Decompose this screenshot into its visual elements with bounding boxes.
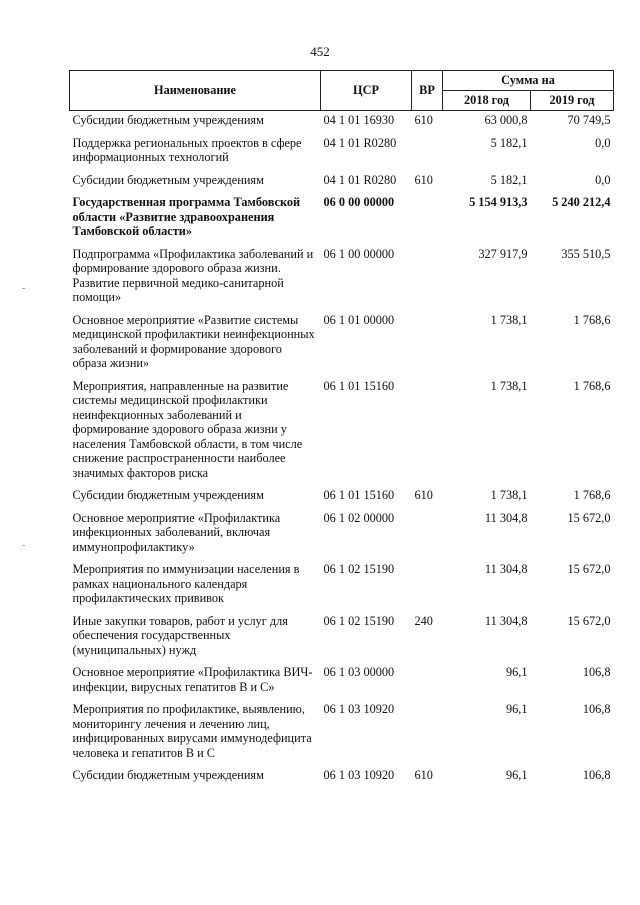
row-amount-2018: 11 304,8 [484, 613, 528, 628]
row-vr [412, 377, 443, 487]
row-name: Субсидии бюджетным учреждениям [72, 488, 264, 502]
row-amount-2018: 327 917,9 [478, 246, 528, 261]
row-amount-2019: 5 240 212,4 [552, 195, 611, 209]
row-vr [412, 663, 443, 700]
row-amount-2019: 70 749,5 [567, 113, 611, 127]
table-row [70, 560, 614, 612]
row-amount-2019: 15 672,0 [567, 613, 611, 628]
row-name: Мероприятия по профилактике, выявлению, мониторингу лечения и лечению лиц, инфицированных вирусами иммунодефицита человека и гепатитов В и С [72, 702, 312, 760]
row-amount-2019: 106,8 [582, 702, 611, 716]
row-name: Субсидии бюджетным учреждениям [72, 113, 264, 127]
header-name: Наименование [70, 71, 321, 111]
row-csr: 06 1 02 00000 [323, 510, 395, 525]
table-row [70, 700, 614, 766]
row-amount-2019: 355 510,5 [561, 246, 611, 261]
row-amount-2018: 1 738,1 [490, 312, 528, 327]
row-vr [412, 134, 443, 171]
row-vr: 240 [414, 613, 433, 628]
table-row [70, 193, 614, 245]
row-amount-2019: 106,8 [582, 768, 611, 782]
row-name: Основное мероприятие «Профилактика ВИЧ-инфекции, вирусных гепатитов В и С» [72, 665, 313, 694]
row-csr: 06 1 02 15190 [323, 562, 395, 576]
row-csr: 06 0 00 00000 [323, 195, 395, 209]
row-csr: 06 1 01 15160 [323, 378, 395, 393]
budget-table [69, 70, 614, 789]
row-vr: 610 [414, 113, 433, 127]
table-row [70, 612, 614, 664]
row-csr: 06 1 03 00000 [323, 665, 395, 679]
row-amount-2019: 15 672,0 [567, 562, 611, 576]
row-name: Государственная программа Тамбовской области «Развитие здравоохранения Тамбовской области» [72, 195, 301, 238]
header-year-2019: 2019 год [531, 91, 614, 111]
header-csr: ЦСР [321, 71, 412, 111]
row-amount-2019: 1 768,6 [573, 312, 611, 327]
row-csr: 06 1 03 10920 [323, 702, 395, 716]
row-csr: 04 1 01 R0280 [323, 135, 397, 150]
row-vr [412, 245, 443, 311]
row-vr [412, 311, 443, 377]
row-csr: 06 1 00 00000 [323, 246, 395, 261]
row-vr: 610 [414, 488, 433, 502]
row-vr: 610 [414, 172, 433, 187]
row-amount-2018: 5 182,1 [490, 135, 528, 150]
row-name: Субсидии бюджетным учреждениям [72, 768, 264, 782]
table-row [70, 134, 614, 171]
row-csr: 06 1 01 15160 [323, 488, 395, 502]
table-row [70, 509, 614, 561]
row-vr [412, 193, 443, 245]
table-row [70, 766, 614, 789]
row-amount-2018: 5 182,1 [490, 172, 528, 187]
page-number: 452 [310, 44, 330, 59]
row-amount-2018: 11 304,8 [484, 510, 528, 525]
row-amount-2018: 1 738,1 [490, 488, 528, 502]
table-row [70, 245, 614, 311]
header-vr: ВР [412, 71, 443, 111]
row-vr: 610 [414, 768, 433, 782]
row-name: Иные закупки товаров, работ и услуг для обеспечения государственных (муниципальных) нужд [72, 613, 288, 657]
header-sum-group: Сумма на [443, 71, 614, 91]
row-amount-2018: 5 154 913,3 [469, 195, 528, 209]
row-amount-2018: 96,1 [505, 702, 528, 716]
row-amount-2018: 63 000,8 [484, 113, 528, 127]
row-amount-2019: 0,0 [595, 135, 611, 150]
row-name: Мероприятия по иммунизации населения в рамках национального календаря профилактических прививок [72, 562, 300, 605]
row-name: Подпрограмма «Профилактика заболеваний и формирование здорового образа жизни. Развитие первичной медико-санитарной помощи» [72, 246, 314, 304]
row-csr: 04 1 01 16930 [323, 113, 395, 127]
row-name: Мероприятия, направленные на развитие системы медицинской профилактики неинфекционных заболеваний и формирование здорового образа жизни у населения Тамбовской области, в том числе снижение распространенности наиболее значимых факторов риска [72, 378, 303, 480]
row-amount-2019: 1 768,6 [573, 378, 611, 393]
row-amount-2018: 96,1 [505, 665, 528, 679]
row-vr [412, 560, 443, 612]
table-row [70, 111, 614, 134]
table-row [70, 663, 614, 700]
scan-mark: - [22, 540, 26, 551]
row-csr: 04 1 01 R0280 [323, 172, 397, 187]
row-amount-2019: 106,8 [582, 665, 611, 679]
table-row [70, 311, 614, 377]
row-amount-2018: 11 304,8 [484, 562, 528, 576]
row-amount-2019: 1 768,6 [573, 488, 611, 502]
table-row [70, 377, 614, 487]
row-amount-2018: 1 738,1 [490, 378, 528, 393]
row-name: Поддержка региональных проектов в сфере информационных технологий [72, 135, 302, 164]
row-csr: 06 1 03 10920 [323, 768, 395, 782]
table-row [70, 171, 614, 194]
row-name: Основное мероприятие «Профилактика инфекционных заболеваний, включая иммунопрофилактику» [72, 510, 281, 554]
scan-mark: - [22, 283, 26, 294]
row-csr: 06 1 02 15190 [323, 613, 395, 628]
table-body [70, 111, 614, 789]
row-amount-2019: 15 672,0 [567, 510, 611, 525]
table-row [70, 486, 614, 509]
row-name: Основное мероприятие «Развитие системы медицинской профилактики неинфекционных заболеваний и формирование здорового образа жизни» [72, 312, 315, 370]
row-name: Субсидии бюджетным учреждениям [72, 172, 264, 187]
row-csr: 06 1 01 00000 [323, 312, 395, 327]
row-vr [412, 509, 443, 561]
row-vr [412, 700, 443, 766]
row-amount-2019: 0,0 [595, 172, 611, 187]
header-year-2018: 2018 год [443, 91, 531, 111]
row-amount-2018: 96,1 [505, 768, 528, 782]
